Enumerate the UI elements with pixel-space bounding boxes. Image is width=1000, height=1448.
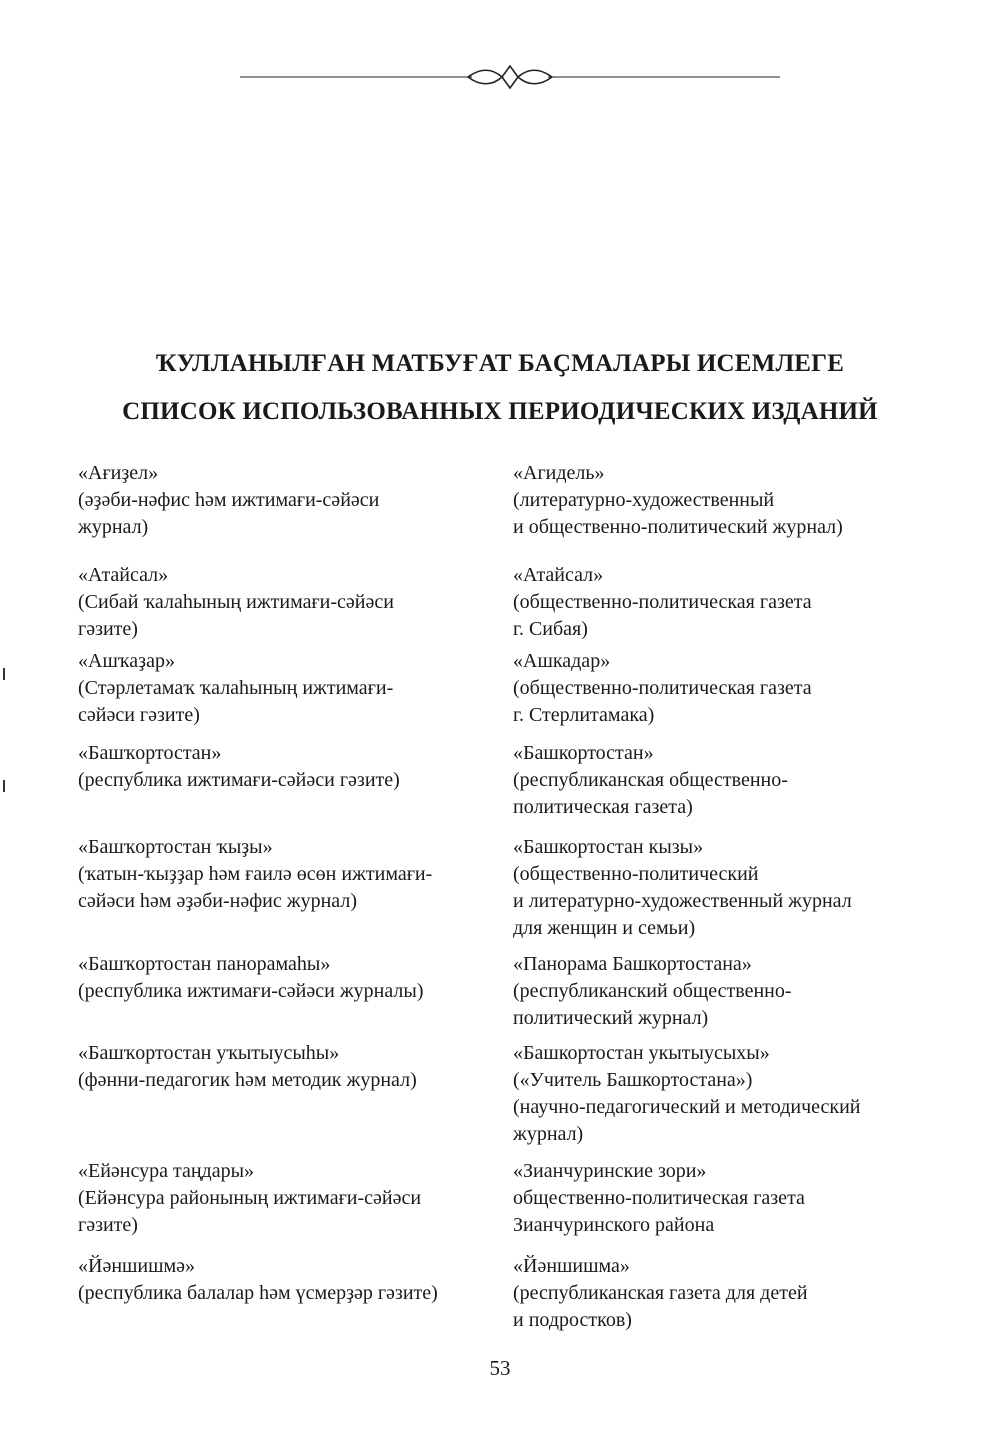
entry-right <box>513 951 933 1032</box>
entry-description: (литературно-художественный <box>513 489 775 511</box>
entry-title: «Башҡортостан ҡыҙы» <box>78 836 273 858</box>
entry-title: «Ашкадар» <box>513 650 611 672</box>
entry-left <box>78 1040 498 1094</box>
entry-title: «Ағиҙел» <box>78 462 159 484</box>
entry-description: и литературно-художественный журнал <box>513 890 852 912</box>
entry-description: (республика балалар һәм үсмерҙәр гәзите) <box>78 1282 438 1304</box>
entry-description: (Сибай ҡалаһының ижтимағи-сәйәси <box>78 591 394 613</box>
entry-right <box>513 1158 933 1239</box>
entry-left <box>78 740 498 794</box>
entry-left <box>78 562 498 643</box>
entry-description: (республика ижтимағи-сәйәси журналы) <box>78 980 424 1002</box>
entry-title: «Башкортостан укытыусыхы» <box>513 1042 770 1064</box>
entry-description: (Стәрлетамаҡ ҡалаһының ижтимағи- <box>78 677 394 699</box>
entry-left <box>78 1158 498 1239</box>
entry-description: сәйәси һәм әҙәби-нәфис журнал) <box>78 890 357 912</box>
entry-description: и общественно-политический журнал) <box>513 516 843 538</box>
entry-description: (общественно-политическая газета <box>513 677 812 699</box>
entry-description: г. Сибая) <box>513 618 588 640</box>
entry-right <box>513 1040 933 1148</box>
entry-right <box>513 740 933 821</box>
entry-title: «Атайсал» <box>78 564 169 586</box>
entry-description: общественно-политическая газета <box>513 1187 805 1209</box>
entry-description: гәзите) <box>78 1214 138 1236</box>
entry-title: «Панорама Башкортостана» <box>513 953 752 975</box>
entry-description: (общественно-политическая газета <box>513 591 812 613</box>
entry-title: «Башкортостан» <box>513 742 654 764</box>
entry-right <box>513 562 933 643</box>
entry-description: журнал) <box>513 1123 584 1145</box>
entry-description: (Ейәнсура районының ижтимағи-сәйәси <box>78 1187 422 1209</box>
entry-description: г. Стерлитамака) <box>513 704 655 726</box>
entry-description: и подростков) <box>513 1309 632 1331</box>
entry-right <box>513 460 933 541</box>
entry-left <box>78 1253 498 1307</box>
entry-title: «Башҡортостан» <box>78 742 222 764</box>
entry-description: (ҡатын-ҡыҙҙар һәм ғаилә өсөн ижтимағи- <box>78 863 433 885</box>
entry-description: политическая газета) <box>513 796 693 818</box>
entry-description: политический журнал) <box>513 1007 709 1029</box>
entry-title: «Ашҡаҙар» <box>78 650 175 672</box>
entry-description: (научно-педагогический и методический <box>513 1096 861 1118</box>
page-number: 53 <box>489 1356 511 1380</box>
entry-description: («Учитель Башкортостана») <box>513 1069 753 1091</box>
entry-title: «Агидель» <box>513 462 605 484</box>
entry-right <box>513 1253 933 1334</box>
entry-title: «Зианчуринские зори» <box>513 1160 707 1182</box>
entry-description: (республика ижтимағи-сәйәси гәзите) <box>78 769 400 791</box>
entry-title: «Ейәнсура таңдары» <box>78 1160 255 1182</box>
entry-left <box>78 951 498 1005</box>
entry-title: «Атайсал» <box>513 564 604 586</box>
entry-title: «Башҡортостан уҡытыусыһы» <box>78 1042 340 1064</box>
entry-right <box>513 648 933 729</box>
entry-left <box>78 834 498 915</box>
entry-title: «Йәншишма» <box>513 1255 630 1277</box>
entry-left <box>78 648 498 729</box>
entry-title: «Йәншишмә» <box>78 1255 196 1277</box>
page-title-bashkir: ҠУЛЛАНЫЛҒАН МАТБУҒАТ БАҪМАЛАРЫ ИСЕМЛЕГЕ <box>155 350 845 377</box>
entry-left <box>78 460 498 541</box>
entry-description: (әҙәби-нәфис һәм ижтимағи-сәйәси <box>78 489 380 511</box>
entry-description: гәзите) <box>78 618 138 640</box>
entry-description: (республиканская газета для детей <box>513 1282 808 1304</box>
entry-description: (республиканский общественно- <box>513 980 792 1002</box>
entry-description: сәйәси гәзите) <box>78 704 200 726</box>
entry-description: Зианчуринского района <box>513 1214 715 1236</box>
entry-description: (республиканская общественно- <box>513 769 788 791</box>
entry-title: «Башкортостан кызы» <box>513 836 704 858</box>
entry-description: для женщин и семьи) <box>513 917 696 939</box>
entry-title: «Башҡортостан панорамаһы» <box>78 953 331 975</box>
entry-description: (фәнни-педагогик һәм методик журнал) <box>78 1069 417 1091</box>
entry-description: (общественно-политический <box>513 863 759 885</box>
entry-right <box>513 834 933 942</box>
page-title-russian: СПИСОК ИСПОЛЬЗОВАННЫХ ПЕРИОДИЧЕСКИХ ИЗДАНИЙ <box>122 398 878 425</box>
entry-description: журнал) <box>78 516 149 538</box>
